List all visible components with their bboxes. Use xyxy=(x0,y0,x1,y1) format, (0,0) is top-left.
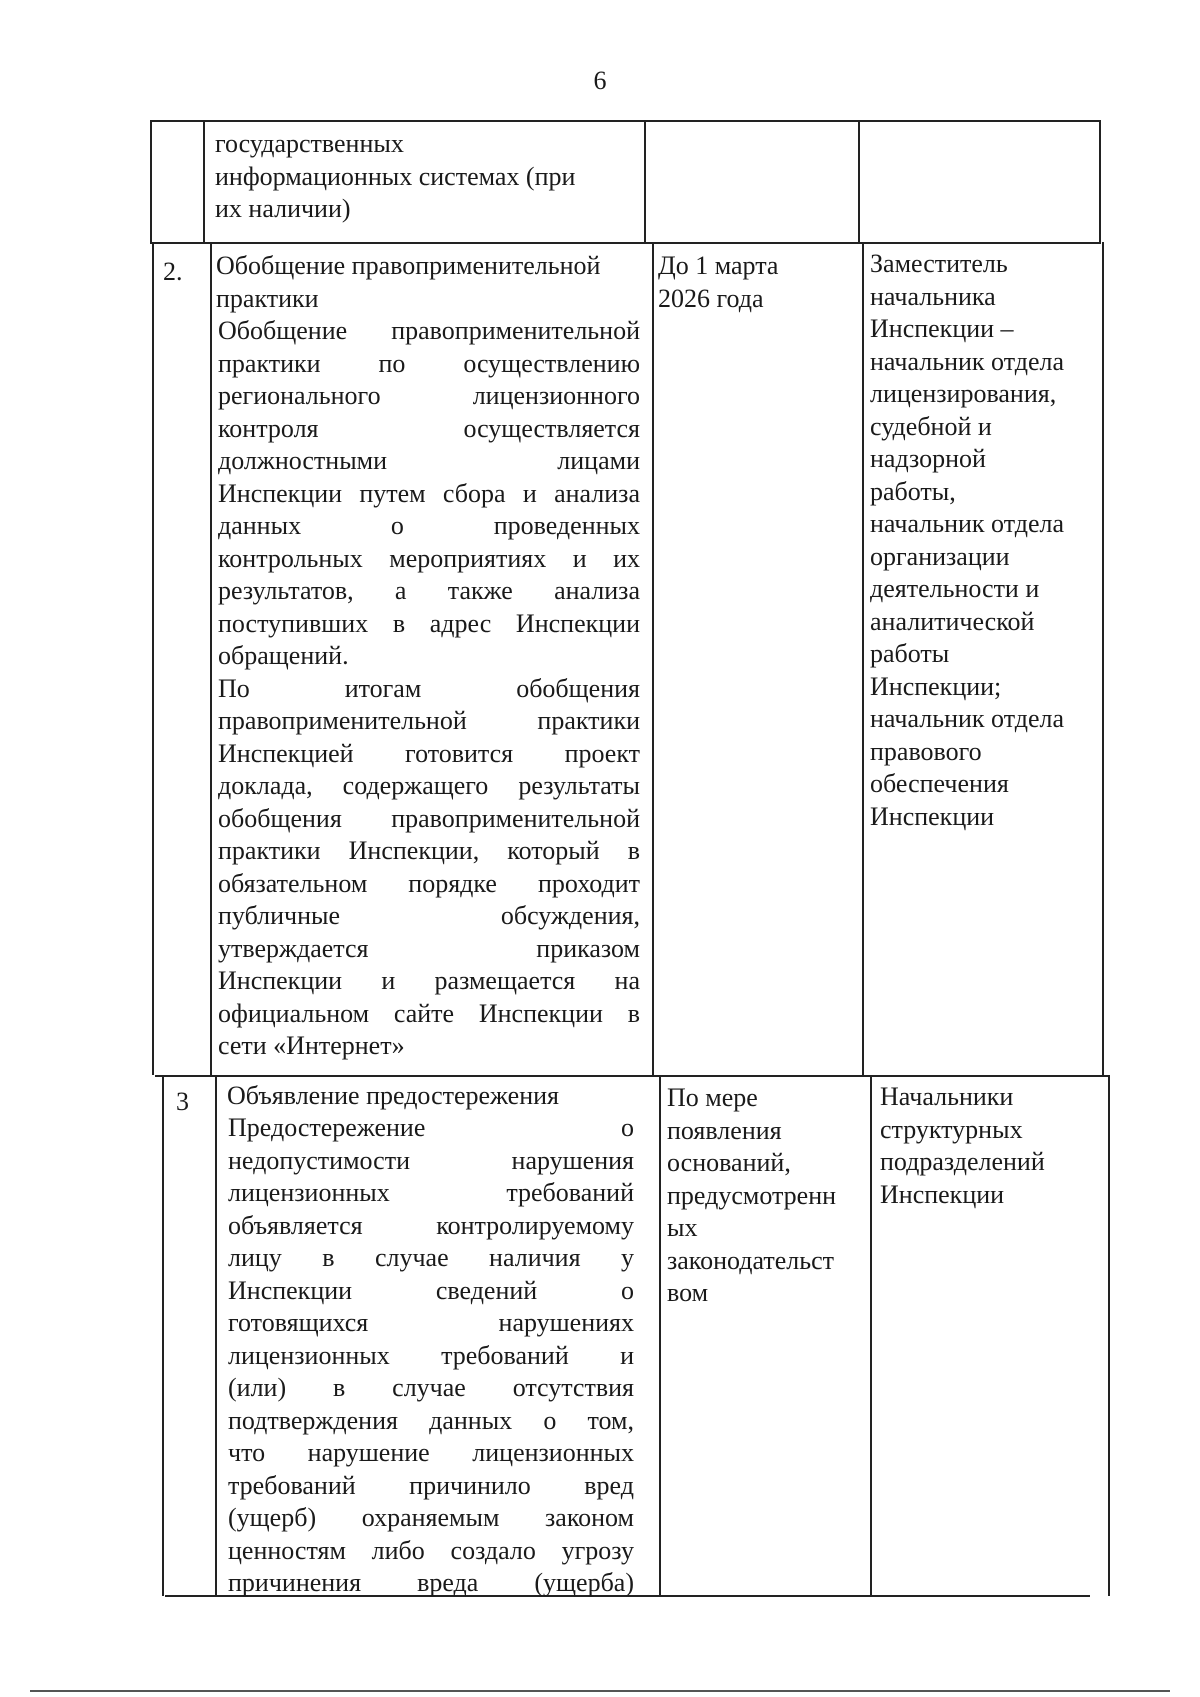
column-border xyxy=(659,1075,661,1596)
column-border xyxy=(1099,120,1101,242)
row-3-number: 3 xyxy=(176,1087,189,1116)
row-2-body-line: обобщения правоприменительной xyxy=(218,803,640,833)
column-border xyxy=(862,242,864,1075)
row-3-responsible xyxy=(880,1081,1105,1211)
row-2-body-line: регионального лицензионного xyxy=(218,381,640,410)
row-3-body-line: лицу в случае наличия у xyxy=(228,1243,634,1272)
row-3-deadline-line: вом xyxy=(667,1278,709,1307)
row-2-body-line: практики по осуществлению xyxy=(218,348,640,378)
row-2-body-line: поступивших в адрес Инспекции xyxy=(218,608,640,638)
row-2-body-line: данных о проведенных xyxy=(218,511,640,540)
table-top-border xyxy=(150,120,1101,122)
row-2-responsible-line: работы, xyxy=(870,476,956,506)
column-border xyxy=(858,120,860,242)
row-2-responsible-line: правового xyxy=(870,736,982,766)
row-2-responsible-line: обеспечения xyxy=(870,769,1009,798)
row-2-body-line: Инспекции путем сбора и анализа xyxy=(218,478,640,508)
row-3-deadline xyxy=(667,1082,865,1310)
row-2-responsible-line: надзорной xyxy=(870,444,986,473)
row-3-body-line: (или) в случае отсутствия xyxy=(228,1373,634,1402)
row-3-body-line: Предостережение о xyxy=(228,1113,634,1142)
column-border xyxy=(150,120,152,242)
row-2-responsible-line: Инспекции xyxy=(870,801,995,831)
row-2-body-line: результатов, а также анализа xyxy=(218,576,640,605)
column-border xyxy=(652,242,654,1075)
row-2-body-line: практики Инспекции, который в xyxy=(218,836,640,865)
row-2-body xyxy=(218,315,640,1063)
row-2-title-line: Обобщение правоприменительной xyxy=(216,251,601,280)
row-2-body-line: контроля осуществляется xyxy=(218,413,640,443)
row-2-responsible-line: лицензирования, xyxy=(870,379,1057,408)
row-2-responsible-line: начальник отдела xyxy=(870,509,1065,538)
column-border xyxy=(152,242,154,1075)
row-3-body-line: лицензионных требований xyxy=(228,1178,634,1207)
row-2-deadline-line: До 1 марта xyxy=(658,251,779,280)
row-3-body xyxy=(228,1112,634,1600)
page-number: 6 xyxy=(593,66,607,95)
row-2-body-line: официальном сайте Инспекции в xyxy=(218,998,640,1028)
row-2-responsible-line: деятельности и xyxy=(870,574,1040,603)
row-2-body-line: публичные обсуждения, xyxy=(218,901,640,930)
row-3-body-line: Инспекции сведений о xyxy=(228,1275,634,1305)
row-divider xyxy=(150,242,1101,244)
scan-edge-line xyxy=(30,1690,1170,1692)
row-2-body-line: Инспекцией готовится проект xyxy=(218,738,640,768)
row-1-body-line: государственных xyxy=(215,129,404,158)
row-3-deadline-line: ых xyxy=(667,1213,698,1242)
row-2-body-line: Инспекции и размещается на xyxy=(218,966,640,995)
row-2-title xyxy=(216,250,646,315)
row-3-responsible-line: Инспекции xyxy=(880,1179,1005,1209)
row-3-responsible-line: подразделений xyxy=(880,1147,1045,1176)
row-3-deadline-line: По мере xyxy=(667,1083,758,1112)
row-2-responsible-line: работы xyxy=(870,639,950,668)
row-3-title xyxy=(227,1080,652,1113)
row-2-body-line: утверждается приказом xyxy=(218,933,640,963)
row-2-responsible-line: начальник отдела xyxy=(870,704,1065,733)
row-2-responsible-line: Инспекции; xyxy=(870,671,1002,701)
row-3-body-line: готовящихся нарушениях xyxy=(228,1308,634,1337)
row-3-deadline-line: законодательст xyxy=(667,1245,835,1275)
row-2-responsible-line: начальник отдела xyxy=(870,346,1065,376)
row-2-body-line: Обобщение правоприменительной xyxy=(218,316,640,345)
row-2-responsible-line: организации xyxy=(870,541,1010,571)
row-3-body-line: ценностям либо создало угрозу xyxy=(228,1535,634,1565)
row-3-body-line: причинения вреда (ущерба) xyxy=(228,1568,634,1597)
row-3-responsible-line: структурных xyxy=(880,1114,1023,1144)
row-1-body xyxy=(215,128,635,226)
row-2-body-line: По итогам обобщения xyxy=(218,673,640,703)
column-border xyxy=(215,1075,217,1596)
row-3-body-line: (ущерб) охраняемым законом xyxy=(228,1503,634,1532)
column-border xyxy=(203,120,205,242)
row-3-deadline-line: предусмотренн xyxy=(667,1180,837,1210)
row-2-body-line: правоприменительной практики xyxy=(218,706,640,735)
row-divider xyxy=(155,1075,1110,1077)
row-3-body-line: подтверждения данных о том, xyxy=(228,1405,634,1435)
row-3-body-line: объявляется контролируемому xyxy=(228,1210,634,1240)
row-2-number: 2. xyxy=(163,257,183,286)
row-3-body-line: недопустимости нарушения xyxy=(228,1145,634,1175)
column-border xyxy=(1102,242,1104,1075)
row-2-responsible-line: аналитической xyxy=(870,606,1035,636)
row-2-body-line: должностными лицами xyxy=(218,446,640,475)
row-2-responsible-line: судебной и xyxy=(870,411,992,441)
row-2-body-line: обращений. xyxy=(218,641,349,670)
row-2-responsible-line: Инспекции – xyxy=(870,314,1014,343)
row-2-responsible-line: Заместитель xyxy=(870,249,1008,278)
row-2-body-line: сети «Интернет» xyxy=(218,1031,405,1060)
row-3-responsible-line: Начальники xyxy=(880,1082,1014,1111)
column-border xyxy=(870,1075,872,1596)
row-1-body-line: их наличии) xyxy=(215,194,351,223)
row-3-body-line: лицензионных требований и xyxy=(228,1340,634,1370)
column-border xyxy=(162,1075,164,1596)
row-2-responsible xyxy=(870,248,1098,833)
row-3-body-line: что нарушение лицензионных xyxy=(228,1438,634,1467)
row-3-title-line: Объявление предостережения xyxy=(227,1081,559,1110)
row-2-body-line: контрольных мероприятиях и их xyxy=(218,543,640,573)
row-2-responsible-line: начальника xyxy=(870,281,996,311)
row-2-deadline xyxy=(658,250,853,315)
row-1-body-line: информационных системах (при xyxy=(215,161,576,191)
row-2-title-line: практики xyxy=(216,283,319,313)
row-3-deadline-line: появления xyxy=(667,1115,782,1145)
column-border xyxy=(644,120,646,242)
column-border xyxy=(1108,1075,1110,1596)
row-3-body-line: требований причинило вред xyxy=(228,1470,634,1500)
row-2-body-line: доклада, содержащего результаты xyxy=(218,771,640,800)
column-border xyxy=(210,242,212,1075)
row-3-deadline-line: оснований, xyxy=(667,1148,791,1177)
row-2-body-line: обязательном порядке проходит xyxy=(218,868,640,898)
row-2-deadline-line: 2026 года xyxy=(658,283,764,313)
